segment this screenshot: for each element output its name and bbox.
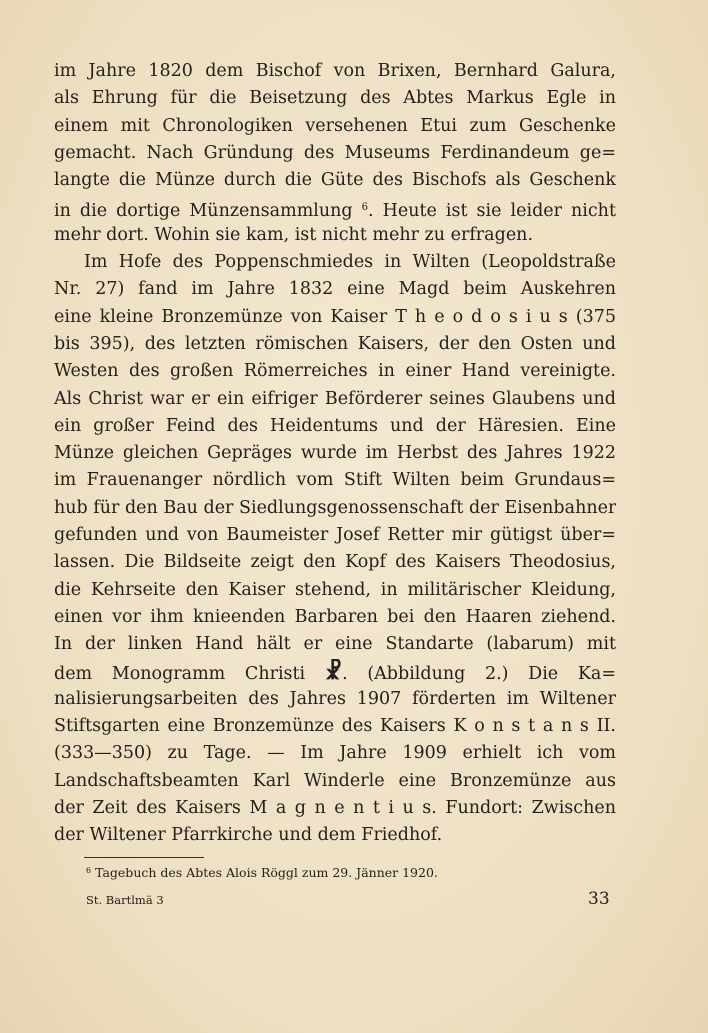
text-line: einen vor ihm knieenden Barbaren bei den Haaren ziehend.: [54, 606, 616, 627]
text-line: ein großer Feind des Heidentums und der Häresien. Eine: [54, 415, 616, 436]
text-line: Westen des großen Römerreiches in einer Hand vereinigte.: [54, 361, 616, 382]
text-line: die Kehrseite den Kaiser stehend, in militärischer Kleidung,: [54, 579, 616, 600]
text-line: im Jahre 1820 dem Bischof von Brixen, Bernhard Galura,: [54, 61, 616, 81]
text-line: Münze gleichen Gepräges wurde im Herbst des Jahres 1922: [54, 443, 616, 464]
text-line: der Zeit des Kaisers M a g n e n t i u s. Fundort: Zwischen: [54, 798, 616, 819]
text-line: Landschaftsbeamten Karl Winderle eine Bronzemünze aus: [54, 770, 616, 791]
text-line: gefunden und von Baumeister Josef Retter mir gütigst über=: [54, 525, 616, 546]
text-line: mehr dort. Wohin sie kam, ist nicht mehr zu erfragen.: [54, 224, 534, 245]
text-line: Stiftsgarten eine Bronzemünze des Kaisers K o n s t a n s II.: [54, 716, 616, 737]
paragraph-start-line: Im Hofe des Poppenschmiedes in Wilten (Leopoldstraße: [84, 252, 616, 273]
text-line: bis 395), des letzten römischen Kaisers, der den Osten und: [54, 333, 616, 354]
footnote-divider: [84, 857, 204, 858]
text-line: gemacht. Nach Gründung des Museums Ferdinandeum ge=: [54, 142, 616, 163]
text-line: eine kleine Bronzemünze von Kaiser T h e o d o s i u s (375: [54, 306, 616, 327]
page-number: 33: [588, 889, 610, 909]
text-line-start: dem Monogramm Christi: [54, 663, 306, 684]
footnote-text: Tagebuch des Abtes Alois Rögg⁠l zum 29. Jänner 1920.: [95, 865, 438, 880]
text-line: [54, 194, 616, 221]
text-line: Als Christ war er ein eifriger Beförderer seines Glaubens und: [54, 388, 616, 409]
text-line-end: . Heute ist sie leider nicht: [368, 201, 616, 222]
chi-rho-icon: ☧: [324, 658, 343, 685]
text-line: nalisierungsarbeiten des Jahres 1907 förderten im Wiltener: [54, 688, 616, 709]
text-line: hub für den Bau der Siedlungsgenossenschaft der Eisenbahner: [54, 497, 616, 518]
printer-signature: St. Bartlmä 3: [86, 893, 164, 907]
text-line: Nr. 27) fand im Jahre 1832 eine Magd beim Auskehren: [54, 279, 616, 300]
text-line-end: . (Abbildung 2.) Die Ka=: [342, 663, 616, 684]
footnote-marker: 6: [86, 866, 92, 875]
text-line: einem mit Chronologiken versehenen Etui zum Geschenke: [54, 115, 616, 136]
text-line: langte die Münze durch die Güte des Bischofs als Geschenk: [54, 170, 616, 191]
text-line: der Wiltener Pfarrkirche und dem Friedhof.: [54, 825, 443, 846]
text-line: im Frauenanger nördlich vom Stift Wilten beim Grundaus=: [54, 470, 616, 491]
body-text: [54, 58, 616, 850]
footnote-reference: 6: [361, 202, 369, 214]
text-line: [54, 659, 616, 686]
footnote: [86, 862, 606, 882]
text-line: In der linken Hand hält er eine Standarte (labarum) mit: [54, 634, 616, 655]
text-line-start: in die dortige Münzensammlung: [54, 201, 353, 222]
text-line: lassen. Die Bildseite zeigt den Kopf des Kaisers Theodosius,: [54, 552, 616, 573]
text-line: als Ehrung für die Beisetzung des Abtes Markus Egle in: [54, 88, 616, 109]
text-line: (333—350) zu Tage. — Im Jahre 1909 erhielt ich vom: [54, 743, 616, 764]
